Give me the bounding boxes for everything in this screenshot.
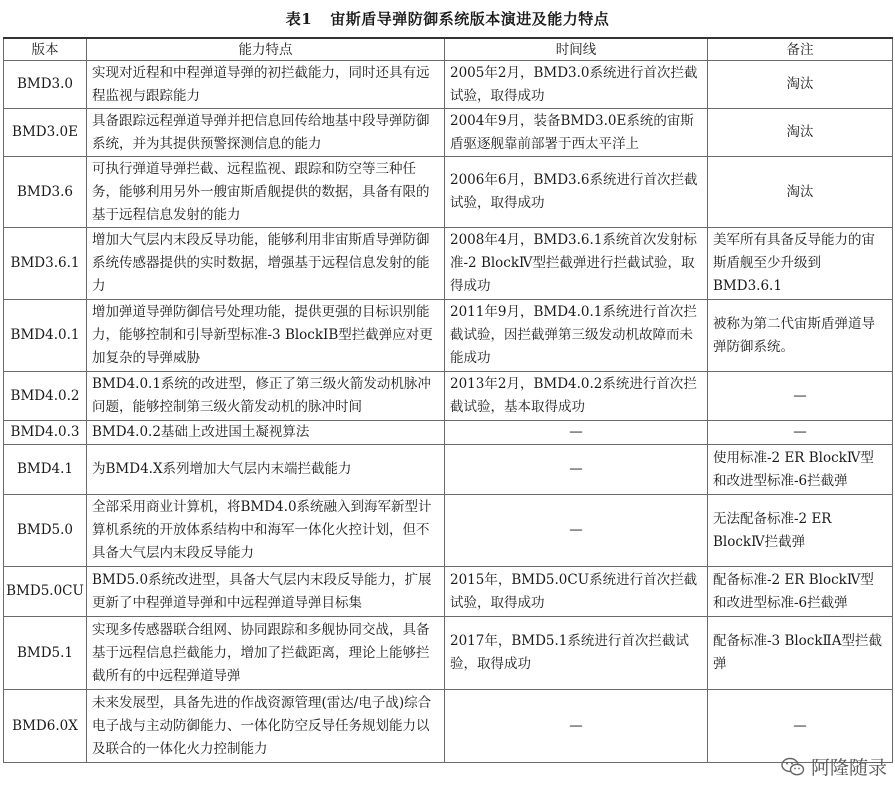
version-cell: BMD3.6 <box>4 157 87 228</box>
capability-cell: 未来发展型，具备先进的作战资源管理(雷达/电子战)综合电子战与主动防御能力、一体化防空反导任务规划能力以及联合的一体化火力控制能力 <box>87 690 445 763</box>
timeline-cell: 2008年4月，BMD3.6.1系统首次发射标准-2 BlockⅣ型拦截弹进行拦截试验，取得成功 <box>445 228 708 300</box>
header-row <box>4 38 893 61</box>
caption-title: 宙斯盾导弹防御系统版本演进及能力特点 <box>330 10 610 28</box>
table-row <box>4 157 893 228</box>
timeline-cell: — <box>445 421 708 445</box>
table-caption <box>0 8 895 29</box>
timeline-cell: 2017年，BMD5.1系统进行首次拦截试验，取得成功 <box>445 617 708 690</box>
capability-cell: 增加弹道导弹防御信号处理功能，提供更强的目标识别能力，能够控制和引导新型标准-3 BlockⅠB型拦截弹应对更加复杂的导弹威胁 <box>87 300 445 372</box>
table-row <box>4 567 893 617</box>
header-timeline: 时间线 <box>445 38 708 61</box>
remark-cell: 美军所有具备反导能力的宙斯盾舰至少升级到BMD3.6.1 <box>708 228 893 300</box>
version-cell: BMD3.0 <box>4 61 87 109</box>
timeline-cell: — <box>445 690 708 763</box>
capability-cell: 全部采用商业计算机，将BMD4.0系统融入到海军新型计算机系统的开放体系结构中和海军一体化火控计划，但不具备大气层内末段反导能力 <box>87 495 445 567</box>
remark-cell: 无法配备标准-2 ER BlockⅣ拦截弹 <box>708 495 893 567</box>
version-table <box>3 37 893 763</box>
timeline-cell: — <box>445 445 708 495</box>
capability-cell: BMD4.0.1系统的改进型，修正了第三级火箭发动机脉冲问题，能够控制第三级火箭发动机的脉冲时间 <box>87 372 445 421</box>
watermark <box>781 753 887 780</box>
header-remark: 备注 <box>708 38 893 61</box>
version-cell: BMD6.0X <box>4 690 87 763</box>
table-row <box>4 109 893 157</box>
capability-cell: 实现多传感器联合组网、协同跟踪和多舰协同交战，具备基于远程信息拦截能力，增加了拦截距离，理论上能够拦截所有的中远程弹道导弹 <box>87 617 445 690</box>
capability-cell: 增加大气层内末段反导功能，能够利用非宙斯盾导弹防御系统传感器提供的实时数据，增强基于远程信息发射的能力 <box>87 228 445 300</box>
version-cell: BMD3.0E <box>4 109 87 157</box>
capability-cell: 具备跟踪远程弹道导弹并把信息回传给地基中段导弹防御系统，并为其提供预警探测信息的能力 <box>87 109 445 157</box>
remark-cell: 使用标准-2 ER BlockⅣ型和改进型标准-6拦截弹 <box>708 445 893 495</box>
timeline-cell: 2006年6月，BMD3.6系统进行首次拦截试验，取得成功 <box>445 157 708 228</box>
capability-cell: 实现对近程和中程弹道导弹的初拦截能力，同时还具有远程监视与跟踪能力 <box>87 61 445 109</box>
table-row <box>4 495 893 567</box>
version-cell: BMD4.1 <box>4 445 87 495</box>
remark-cell: 配备标准-2 ER BlockⅣ型和改进型标准-6拦截弹 <box>708 567 893 617</box>
remark-cell: 配备标准-3 BlockⅡA型拦截弹 <box>708 617 893 690</box>
version-cell: BMD4.0.2 <box>4 372 87 421</box>
capability-cell: BMD5.0系统改进型，具备大气层内末段反导能力，扩展更新了中程弹道导弹和中远程弹道导弹目标集 <box>87 567 445 617</box>
capability-cell: 可执行弹道导弹拦截、远程监视、跟踪和防空等三种任务，能够利用另外一艘宙斯盾舰提供的数据，具备有限的基于远程信息发射的能力 <box>87 157 445 228</box>
timeline-cell: 2011年9月，BMD4.0.1系统进行首次拦截试验，因拦截弹第三级发动机故障而未能成功 <box>445 300 708 372</box>
timeline-cell: 2004年9月，装备BMD3.0E系统的宙斯盾驱逐舰靠前部署于西太平洋上 <box>445 109 708 157</box>
header-capability: 能力特点 <box>87 38 445 61</box>
capability-cell: 为BMD4.X系列增加大气层内末端拦截能力 <box>87 445 445 495</box>
version-cell: BMD5.0 <box>4 495 87 567</box>
table-row <box>4 300 893 372</box>
remark-cell: — <box>708 690 893 763</box>
timeline-cell: 2015年，BMD5.0CU系统进行首次拦截试验，取得成功 <box>445 567 708 617</box>
version-cell: BMD4.0.1 <box>4 300 87 372</box>
watermark-text: 阿隆随录 <box>810 757 887 779</box>
timeline-cell: 2005年2月，BMD3.0系统进行首次拦截试验，取得成功 <box>445 61 708 109</box>
table-row <box>4 617 893 690</box>
version-cell: BMD4.0.3 <box>4 421 87 445</box>
table-row <box>4 445 893 495</box>
header-version: 版本 <box>4 38 87 61</box>
remark-cell: — <box>708 372 893 421</box>
remark-cell: 淘汰 <box>708 109 893 157</box>
table-row <box>4 61 893 109</box>
table-row <box>4 228 893 300</box>
remark-cell: — <box>708 421 893 445</box>
wechat-bubble-icon <box>781 757 805 777</box>
remark-cell: 被称为第二代宙斯盾弹道导弹防御系统。 <box>708 300 893 372</box>
version-cell: BMD5.1 <box>4 617 87 690</box>
version-cell: BMD5.0CU <box>4 567 87 617</box>
table-row <box>4 421 893 445</box>
remark-cell: 淘汰 <box>708 61 893 109</box>
version-cell: BMD3.6.1 <box>4 228 87 300</box>
timeline-cell: — <box>445 495 708 567</box>
table-row <box>4 690 893 763</box>
caption-number: 表1 <box>285 10 313 28</box>
table-row <box>4 372 893 421</box>
timeline-cell: 2013年2月，BMD4.0.2系统进行首次拦截试验，基本取得成功 <box>445 372 708 421</box>
capability-cell: BMD4.0.2基础上改进国土凝视算法 <box>87 421 445 445</box>
remark-cell: 淘汰 <box>708 157 893 228</box>
